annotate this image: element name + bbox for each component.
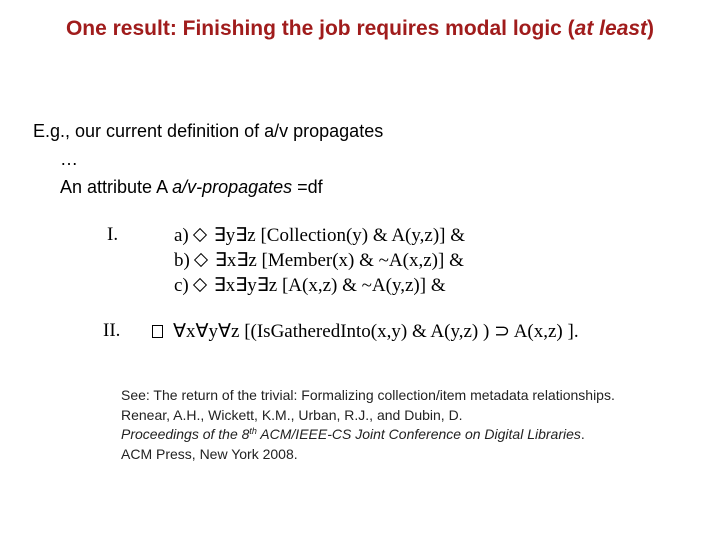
clause-ii-numeral: II.: [103, 320, 121, 341]
formula-body: [(IsGatheredInto(x,y) & A(y,z) ) ⊃ A(x,z) ].: [244, 321, 579, 342]
quantifiers: ∃y∃z: [213, 225, 256, 246]
diamond-icon: [194, 253, 208, 267]
item-label: a): [174, 225, 189, 246]
venue-prefix: Proceedings of the 8: [121, 426, 250, 442]
formula-body: [A(x,z) & ~A(y,z)] &: [281, 275, 446, 296]
intro-line-3-suffix: =df: [292, 177, 323, 197]
quantifiers: ∃x∃y∃z: [213, 275, 278, 296]
intro-line-1: E.g., our current definition of a/v propagates: [33, 121, 384, 141]
diamond-icon: [193, 228, 207, 242]
box-icon: [152, 325, 163, 338]
clause-i-b: [174, 249, 464, 272]
reference-venue: [121, 426, 581, 442]
reference-line-3: [121, 425, 615, 445]
item-label: b): [174, 250, 190, 271]
intro-ellipsis: …: [60, 149, 78, 169]
reference-line-1: See: The return of the trivial: Formalizing collection/item metadata relationships.: [121, 387, 615, 403]
diamond-icon: [193, 278, 207, 292]
formula-body: [Collection(y) & A(y,z)] &: [260, 225, 466, 246]
clause-i-numeral: I.: [107, 224, 119, 245]
intro-line-3: [60, 177, 323, 198]
reference-line-4: ACM Press, New York 2008.: [121, 445, 298, 462]
title-prefix: One result: Finishing the job requires modal logic (: [65, 17, 575, 40]
venue-end: .: [580, 426, 585, 442]
title-suffix: ): [647, 17, 655, 40]
reference-block: [121, 386, 615, 464]
quantifiers: ∀x∀y∀z: [173, 321, 240, 342]
reference-line-2: Renear, A.H., Wickett, K.M., Urban, R.J., and Dubin, D.: [121, 406, 463, 423]
intro-term: a/v-propagates: [172, 177, 293, 197]
title-emphasis: at least: [574, 17, 648, 40]
venue-sup: th: [249, 426, 257, 436]
quantifiers: ∃x∃z: [214, 250, 257, 271]
venue-suffix: ACM/IEEE-CS Joint Conference on Digital Libraries: [256, 426, 581, 442]
slide-title: [0, 17, 720, 41]
clause-i-c: [174, 274, 446, 297]
item-label: c): [174, 275, 189, 296]
formula-body: [Member(x) & ~A(x,z)] &: [261, 250, 464, 271]
clause-i-a: [174, 224, 465, 247]
clause-ii: [150, 320, 579, 343]
intro-line-3-prefix: An attribute A: [60, 177, 173, 197]
